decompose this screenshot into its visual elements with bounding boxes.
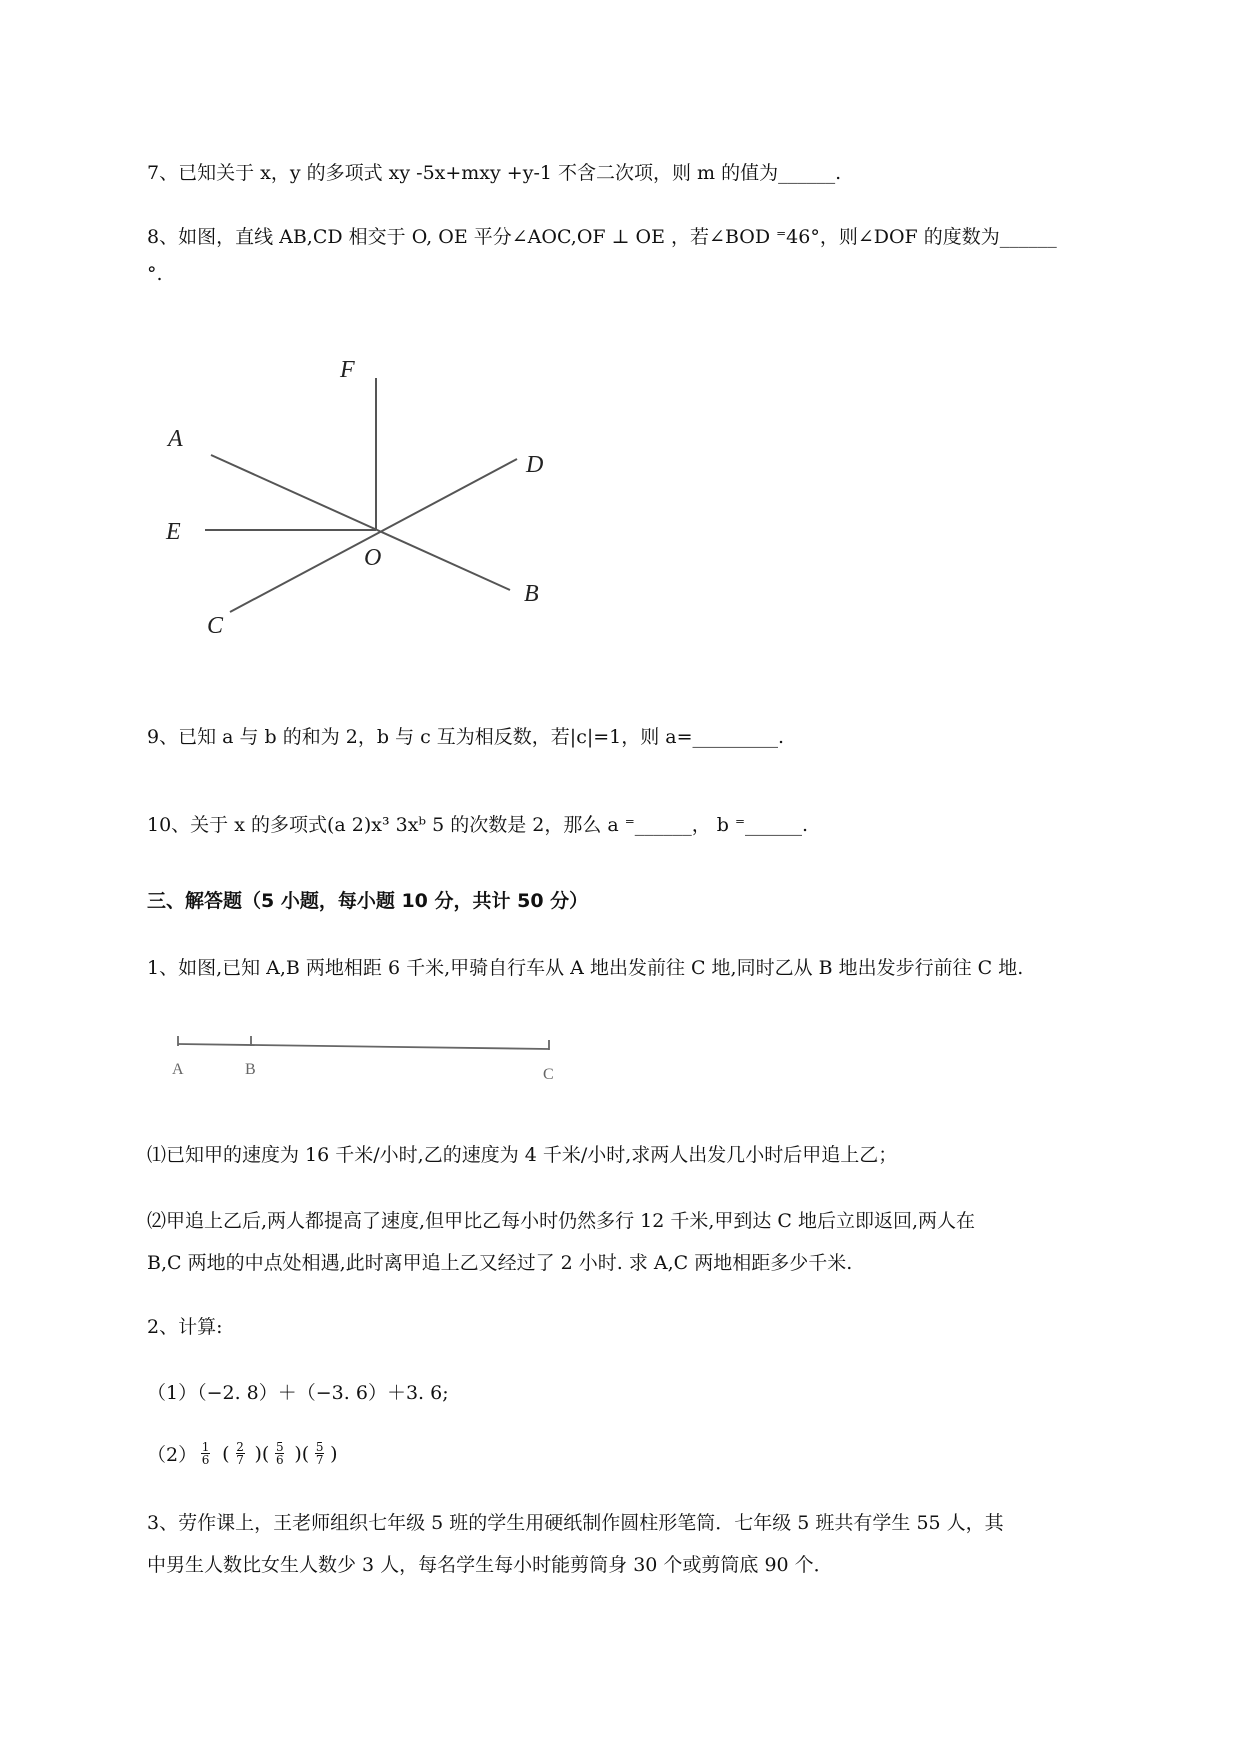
- question-10: 10、关于 x 的多项式(a 2)x³ 3xᵇ 5 的次数是 2，那么 a ⁼______， b ⁼______.: [147, 814, 809, 836]
- label-B: B: [524, 581, 539, 607]
- fraction-denominator: 7: [315, 1453, 324, 1467]
- problem-3-line-1: 3、劳作课上，王老师组织七年级 5 班的学生用硬纸制作圆柱形笔筒．七年级 5 班共有学生 55 人，其: [147, 1512, 1004, 1534]
- paren: ): [330, 1442, 338, 1465]
- problem-2-part-1: （1）（−2. 8）＋（−3. 6）＋3. 6;: [147, 1382, 449, 1404]
- question-8-line-2: °.: [147, 263, 163, 285]
- question-7: 7、已知关于 x，y 的多项式 xy -5x+mxy +y-1 不含二次项，则 m 的值为______.: [147, 162, 842, 184]
- label-A: A: [168, 426, 183, 452]
- section-3-heading: 三、解答题（5 小题，每小题 10 分，共计 50 分）: [147, 890, 589, 912]
- question-8-line-1: 8、如图，直线 AB,CD 相交于 O, OE 平分∠AOC,OF ⊥ OE ，若∠BOD ⁼46°，则∠DOF 的度数为______: [147, 226, 1057, 248]
- fraction-numerator: 2: [236, 1440, 244, 1454]
- fraction: [315, 1441, 324, 1466]
- label-F: F: [340, 357, 355, 383]
- label-E: E: [166, 519, 181, 545]
- label-D: D: [526, 452, 544, 478]
- problem-3-line-2: 中男生人数比女生人数少 3 人，每名学生每小时能剪筒身 30 个或剪筒底 90 个．: [147, 1554, 833, 1576]
- label-B: B: [245, 1061, 256, 1078]
- fraction: [275, 1441, 284, 1466]
- problem-1-part-2-line-2: B,C 两地的中点处相遇,此时离甲追上乙又经过了 2 小时. 求 A,C 两地相距多少千米.: [147, 1252, 853, 1274]
- question-9: 9、已知 a 与 b 的和为 2，b 与 c 互为相反数，若|c|=1，则 a=_________.: [147, 726, 785, 748]
- label-C: C: [207, 613, 224, 639]
- fraction-denominator: 7: [236, 1453, 244, 1467]
- paren: )(: [294, 1442, 310, 1465]
- problem-2-stem: 2、计算:: [147, 1316, 223, 1338]
- label-A: A: [172, 1061, 184, 1078]
- fraction: [236, 1441, 245, 1466]
- part-2-prefix: （2）: [147, 1444, 198, 1466]
- problem-1-part-2-line-1: ⑵甲追上乙后,两人都提高了速度,但甲比乙每小时仍然多行 12 千米,甲到达 C 地后立即返回,两人在: [147, 1210, 976, 1232]
- paren: )(: [254, 1442, 270, 1465]
- problem-1-stem: 1、如图,已知 A,B 两地相距 6 千米,甲骑自行车从 A 地出发前往 C 地,同时乙从 B 地出发步行前往 C 地.: [147, 957, 1024, 979]
- fraction-numerator: 1: [201, 1440, 210, 1454]
- label-C: C: [543, 1066, 554, 1083]
- problem-1-part-1: ⑴已知甲的速度为 16 千米/小时,乙的速度为 4 千米/小时,求两人出发几小时后甲追上乙；: [147, 1144, 898, 1166]
- fraction-numerator: 5: [315, 1440, 324, 1454]
- problem-2-part-2: [147, 1440, 338, 1467]
- fraction: [201, 1441, 210, 1466]
- figure-number-line: [170, 1030, 570, 1100]
- fraction-denominator: 6: [276, 1453, 284, 1467]
- label-O: O: [364, 545, 382, 571]
- paren: (: [222, 1442, 230, 1465]
- fraction-denominator: 6: [201, 1453, 210, 1467]
- fraction-numerator: 5: [276, 1440, 284, 1454]
- figure-angles: [150, 340, 570, 640]
- line-AB: [211, 455, 510, 590]
- segment-AC: [178, 1044, 549, 1049]
